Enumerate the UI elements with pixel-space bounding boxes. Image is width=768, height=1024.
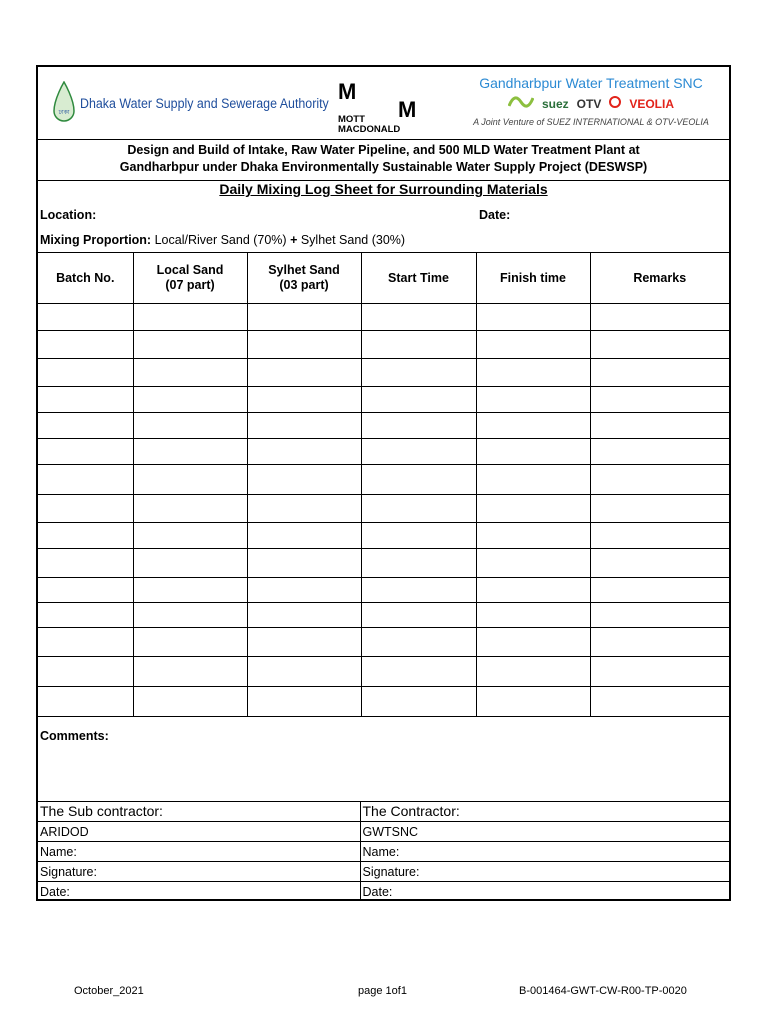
table-row [38, 359, 729, 387]
table-cell[interactable] [476, 439, 590, 465]
dwasa-badge-text: ঢাকা [58, 110, 70, 116]
col-local-sand: Local Sand (07 part) [133, 253, 247, 304]
table-cell[interactable] [38, 578, 133, 603]
table-cell[interactable] [476, 331, 590, 359]
mott-m-right: M [398, 97, 417, 122]
joint-venture-note: A Joint Venture of SUEZ INTERNATIONAL & OTV-VEOLIA [473, 117, 709, 127]
table-cell[interactable] [590, 387, 729, 413]
table-cell[interactable] [38, 657, 133, 687]
contractor-date-field[interactable]: Date: [360, 882, 729, 902]
date-label: Date: [479, 208, 511, 222]
table-cell[interactable] [38, 439, 133, 465]
table-cell[interactable] [361, 359, 476, 387]
table-cell[interactable] [133, 413, 247, 439]
table-row [38, 628, 729, 657]
location-label: Location: [40, 208, 97, 222]
table-cell[interactable] [590, 603, 729, 628]
table-cell[interactable] [247, 687, 361, 717]
col-finish-time: Finish time [476, 253, 590, 304]
table-cell[interactable] [476, 465, 590, 495]
table-row [38, 387, 729, 413]
contractor-org: GWTSNC [360, 822, 729, 842]
table-cell[interactable] [133, 523, 247, 549]
table-cell[interactable] [361, 331, 476, 359]
table-cell[interactable] [590, 413, 729, 439]
subcontractor-org: ARIDOD [38, 822, 360, 842]
footer-date: October_2021 [74, 985, 144, 997]
table-cell[interactable] [476, 359, 590, 387]
gws-logo-block [456, 75, 726, 127]
contractor-name-field[interactable]: Name: [360, 842, 729, 862]
table-cell[interactable] [247, 304, 361, 331]
gws-title: Gandharbpur Water Treatment SNC [479, 75, 703, 91]
table-cell[interactable] [247, 603, 361, 628]
table-cell[interactable] [361, 495, 476, 523]
table-cell[interactable] [590, 304, 729, 331]
veolia-text: VEOLIA [629, 96, 675, 111]
table-cell[interactable] [476, 603, 590, 628]
table-cell[interactable] [133, 628, 247, 657]
contractor-signature-field[interactable]: Signature: [360, 862, 729, 882]
table-cell[interactable] [361, 657, 476, 687]
table-cell[interactable] [247, 523, 361, 549]
signoff-title-row [38, 801, 729, 822]
table-row [38, 439, 729, 465]
table-cell[interactable] [38, 628, 133, 657]
table-cell[interactable] [476, 413, 590, 439]
table-cell[interactable] [247, 549, 361, 578]
table-cell[interactable] [38, 495, 133, 523]
table-row [38, 495, 729, 523]
table-cell[interactable] [133, 439, 247, 465]
table-cell[interactable] [247, 465, 361, 495]
table-cell[interactable] [590, 439, 729, 465]
suez-text: suez [541, 96, 569, 111]
sheet-title: Daily Mixing Log Sheet for Surrounding Materials [219, 181, 548, 197]
table-cell[interactable] [590, 628, 729, 657]
table-cell[interactable] [361, 603, 476, 628]
col-batch-no: Batch No. [38, 253, 133, 304]
table-cell[interactable] [476, 687, 590, 717]
suez-logo-icon [508, 96, 534, 111]
table-cell[interactable] [361, 578, 476, 603]
table-cell[interactable] [38, 359, 133, 387]
table-row [38, 687, 729, 717]
subcontractor-title: The Sub contractor: [38, 801, 360, 822]
table-cell[interactable] [247, 657, 361, 687]
mix-plus: + [290, 233, 298, 247]
project-line2: Gandharbpur under Dhaka Environmentally Sustainable Water Supply Project (DESWSP) [119, 160, 648, 174]
table-cell[interactable] [361, 523, 476, 549]
table-cell[interactable] [133, 687, 247, 717]
table-row [38, 465, 729, 495]
table-cell[interactable] [247, 439, 361, 465]
table-cell[interactable] [38, 304, 133, 331]
table-cell[interactable] [361, 304, 476, 331]
signoff-org-row [38, 822, 729, 842]
table-cell[interactable] [590, 523, 729, 549]
table-cell[interactable] [361, 687, 476, 717]
table-body [38, 304, 729, 717]
table-cell[interactable] [361, 549, 476, 578]
comments-label: Comments: [40, 729, 109, 743]
table-cell[interactable] [590, 495, 729, 523]
water-drop-icon [52, 81, 76, 125]
col-start-time: Start Time [361, 253, 476, 304]
table-row [38, 523, 729, 549]
table-cell[interactable] [133, 549, 247, 578]
table-cell[interactable] [590, 465, 729, 495]
table-cell[interactable] [476, 304, 590, 331]
signoff-date-row [38, 882, 729, 902]
table-row [38, 549, 729, 578]
table-cell[interactable] [590, 578, 729, 603]
table-cell[interactable] [361, 628, 476, 657]
mix-part-sylhet: Sylhet Sand (30%) [297, 233, 406, 247]
table-header-row [38, 253, 729, 304]
table-cell[interactable] [247, 359, 361, 387]
table-cell[interactable] [133, 359, 247, 387]
table-cell[interactable] [361, 465, 476, 495]
table-row [38, 331, 729, 359]
signoff-name-row [38, 842, 729, 862]
table-cell[interactable] [38, 687, 133, 717]
table-row [38, 657, 729, 687]
mixing-log-table [38, 252, 729, 717]
table-cell[interactable] [476, 578, 590, 603]
table-cell[interactable] [133, 304, 247, 331]
mott-macdonald-logo [336, 77, 424, 133]
table-row [38, 304, 729, 331]
table-cell[interactable] [361, 387, 476, 413]
table-cell[interactable] [247, 413, 361, 439]
dwasa-logo-block [52, 81, 350, 125]
table-cell[interactable] [361, 439, 476, 465]
veolia-logo-icon [609, 96, 621, 111]
otv-text: OTV [576, 96, 602, 111]
table-cell[interactable] [361, 413, 476, 439]
subcontractor-date-field[interactable]: Date: [38, 882, 360, 902]
mott-line1: MOTT [338, 114, 365, 125]
table-row [38, 603, 729, 628]
project-description [38, 139, 729, 181]
table-cell[interactable] [590, 657, 729, 687]
table-cell[interactable] [476, 523, 590, 549]
col-remarks: Remarks [590, 253, 729, 304]
signoff-table [38, 801, 729, 901]
table-cell[interactable] [247, 578, 361, 603]
mott-line2: MACDONALD [338, 124, 401, 135]
dwasa-name: Dhaka Water Supply and Sewerage Authority [80, 95, 329, 111]
mixing-proportion [40, 233, 405, 247]
project-line1: Design and Build of Intake, Raw Water Pipeline, and 500 MLD Water Treatment Plant at [127, 143, 640, 157]
signoff-signature-row [38, 862, 729, 882]
table-cell[interactable] [133, 603, 247, 628]
contractor-title: The Contractor: [360, 801, 729, 822]
table-cell[interactable] [133, 657, 247, 687]
log-sheet [36, 65, 731, 901]
table-cell[interactable] [590, 687, 729, 717]
subcontractor-signature-field[interactable]: Signature: [38, 862, 360, 882]
table-cell[interactable] [38, 465, 133, 495]
table-cell[interactable] [38, 603, 133, 628]
table-cell[interactable] [476, 549, 590, 578]
mix-part-local: Local/River Sand (70%) [151, 233, 291, 247]
table-cell[interactable] [476, 387, 590, 413]
table-cell[interactable] [590, 359, 729, 387]
table-cell[interactable] [133, 465, 247, 495]
table-cell[interactable] [476, 495, 590, 523]
table-row [38, 578, 729, 603]
partner-logos [456, 96, 726, 111]
table-cell[interactable] [133, 387, 247, 413]
table-cell[interactable] [247, 495, 361, 523]
table-cell[interactable] [38, 523, 133, 549]
table-cell[interactable] [590, 549, 729, 578]
mott-m-left: M [338, 79, 357, 104]
col-sylhet-sand: Sylhet Sand (03 part) [247, 253, 361, 304]
table-cell[interactable] [133, 495, 247, 523]
table-cell[interactable] [38, 387, 133, 413]
comments-box[interactable] [38, 727, 729, 802]
table-cell[interactable] [38, 413, 133, 439]
letterhead [38, 67, 729, 140]
table-cell[interactable] [247, 331, 361, 359]
table-cell[interactable] [247, 628, 361, 657]
mott-wordmark [338, 115, 400, 135]
table-cell[interactable] [476, 628, 590, 657]
table-cell[interactable] [133, 578, 247, 603]
table-cell[interactable] [476, 657, 590, 687]
mixing-proportion-label: Mixing Proportion: [40, 233, 152, 247]
table-cell[interactable] [38, 549, 133, 578]
table-cell[interactable] [590, 331, 729, 359]
table-cell[interactable] [133, 331, 247, 359]
table-cell[interactable] [247, 387, 361, 413]
table-row [38, 413, 729, 439]
subcontractor-name-field[interactable]: Name: [38, 842, 360, 862]
footer-doc-code: B-001464-GWT-CW-R00-TP-0020 [519, 985, 687, 997]
table-cell[interactable] [38, 331, 133, 359]
footer-page: page 1of1 [358, 985, 407, 997]
